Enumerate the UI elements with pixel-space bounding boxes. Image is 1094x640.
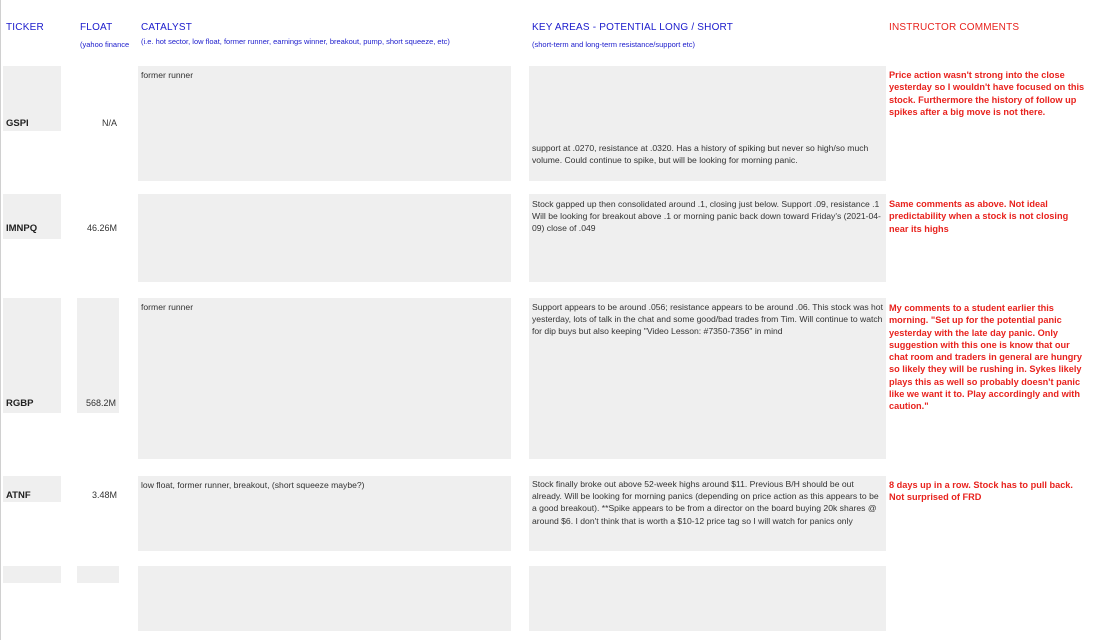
catalyst-text: low float, former runner, breakout, (short squeeze maybe?) (141, 480, 365, 490)
key-areas-text: support at .0270, resistance at .0320. Has a history of spiking but never so high/so much volume. Could continue to spike, but will be looking for morning panic. (532, 143, 869, 166)
ticker-label: IMNPQ (6, 223, 38, 234)
instructor-comment: Price action wasn't strong into the close yesterday so I wouldn't have focused on this stock. Furthermore the history of follow up spikes after a big move is not there. (889, 70, 1085, 117)
instructor-comment: 8 days up in a row. Stock has to pull back. Not surprised of FRD (889, 480, 1073, 503)
float-cell[interactable] (77, 298, 119, 413)
catalyst-cell[interactable] (138, 298, 511, 459)
key-areas-cell[interactable] (529, 566, 886, 631)
instructor-comment: Same comments as above. Not ideal predictability when a stock is not closing near its highs (889, 199, 1069, 234)
ticker-cell[interactable] (3, 298, 61, 413)
header-ticker: TICKER (6, 22, 44, 33)
float-cell[interactable] (77, 566, 119, 583)
header-float: FLOAT (80, 22, 113, 33)
ticker-label: ATNF (6, 490, 31, 501)
catalyst-text: former runner (141, 70, 194, 80)
catalyst-cell[interactable] (138, 566, 511, 631)
ticker-label: RGBP (6, 398, 34, 409)
key-areas-text: Stock gapped up then consolidated around .1, closing just below. Support .09, resistance .1 Will be looking for breakout above .1 or morning panic back down toward Friday's (2021-04-09) close of .049 (532, 199, 881, 234)
header-instructor-comments: INSTRUCTOR COMMENTS (889, 22, 1020, 33)
float-value: 3.48M (91, 490, 117, 500)
key-areas-text: Support appears to be around .056; resistance appears to be around .06. This stock was hot yesterday, lots of talk in the chat and some good/bad trades from Tim. Will continue to watch for dip buys but also keeping "Video Lesson: #7350-7356" in mind (532, 302, 883, 337)
ticker-cell[interactable] (3, 566, 61, 583)
catalyst-cell[interactable] (138, 194, 511, 282)
catalyst-cell[interactable] (138, 66, 511, 181)
header-float-sub: (yahoo finance (80, 40, 130, 49)
catalyst-text: former runner (141, 302, 194, 312)
header-key-areas: KEY AREAS - POTENTIAL LONG / SHORT (532, 22, 734, 33)
ticker-label: GSPI (6, 118, 29, 129)
header-catalyst: CATALYST (141, 22, 193, 33)
key-areas-text: Stock finally broke out above 52-week highs around $11. Previous B/H should be out already. Will be looking for morning panics (depending on price action as this appears to be a good breakout). **Spike appears to be from a director on the board buying 20k shares @ around $6. I don't think that is worth a $10-12 price tag so I will watch for panics only (532, 479, 879, 526)
header-key-areas-sub: (short-term and long-term resistance/support etc) (532, 40, 695, 49)
header-catalyst-sub: (i.e. hot sector, low float, former runner, earnings winner, breakout, pump, short squeeze, etc) (141, 37, 450, 46)
float-value: N/A (101, 118, 117, 128)
instructor-comment: My comments to a student earlier this morning. "Set up for the potential panic yesterday with the late day panic. Only suggestion with this one is know that our chat room and traders in general are hungry so likely they will be rushing in. Sykes likely plays this as well so probably doesn't panic like we want it to. Play accordingly and with caution." (889, 303, 1082, 412)
sheet-left-border (0, 0, 1, 640)
float-value: 46.26M (86, 223, 117, 233)
float-value: 568.2M (85, 398, 116, 408)
